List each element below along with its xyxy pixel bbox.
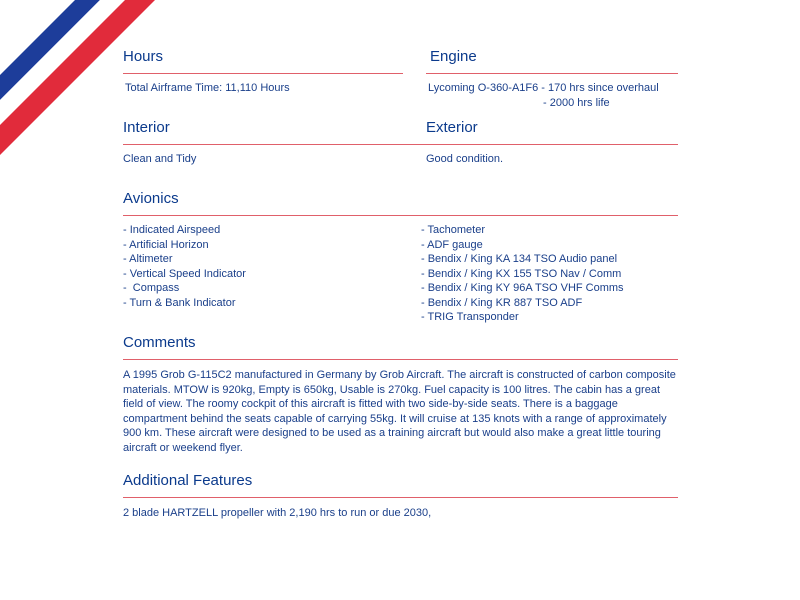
hours-title: Hours: [123, 48, 164, 65]
list-item: - Bendix / King KR 887 TSO ADF: [421, 296, 583, 309]
interior-exterior-rule: [123, 144, 678, 145]
list-item: - Altimeter: [123, 253, 173, 265]
list-item: - ADF gauge: [421, 238, 483, 251]
avionics-list-left: [123, 223, 246, 310]
list-item: - Indicated Airspeed: [123, 224, 221, 236]
comments-title: Comments: [123, 334, 196, 351]
additional-features-text: 2 blade HARTZELL propeller with 2,190 hrs to run or due 2030,: [123, 507, 432, 519]
list-item: - Bendix / King KX 155 TSO Nav / Comm: [421, 267, 622, 280]
corner-stripes: [0, 0, 160, 160]
comments-rule: [123, 359, 678, 360]
additional-features-title: Additional Features: [123, 472, 253, 489]
exterior-text: Good condition.: [426, 153, 504, 165]
avionics-list-right: [421, 223, 624, 325]
engine-line-1: Lycoming O-360-A1F6 - 170 hrs since overhaul: [428, 82, 659, 94]
interior-text: Clean and Tidy: [123, 153, 197, 165]
engine-rule: [426, 73, 678, 74]
list-item: - Bendix / King KA 134 TSO Audio panel: [421, 253, 618, 265]
exterior-title: Exterior: [426, 119, 478, 136]
list-item: - Compass: [123, 282, 180, 294]
avionics-rule: [123, 215, 678, 216]
engine-line-2: - 2000 hrs life: [543, 97, 610, 109]
list-item: - Artificial Horizon: [123, 238, 209, 251]
list-item: - TRIG Transponder: [421, 311, 519, 323]
hours-rule: [123, 73, 403, 74]
list-item: - Bendix / King KY 96A TSO VHF Comms: [421, 282, 624, 294]
list-item: - Vertical Speed Indicator: [123, 267, 246, 280]
comments-text: A 1995 Grob G-115C2 manufactured in Germany by Grob Aircraft. The aircraft is constructed of carbon composite materials. MTOW is 920kg, Empty is 650kg, Usable is 270kg. Fuel capacity is 100 litres. The cabin has a great field of view. The roomy cockpit of this aircraft is fitted with two side-by-side seats. There is a baggage compartment behind the seats capable of carrying 55kg. It will cruise at 135 knots with a range of approximately 900 km. These aircraft were designed to be used as a training aircraft but would also make a great little touring aircraft or weekend flyer.: [123, 369, 676, 454]
total-airframe-time: Total Airframe Time: 11,110 Hours: [125, 82, 290, 94]
list-item: - Tachometer: [421, 224, 485, 236]
list-item: - Turn & Bank Indicator: [123, 296, 236, 309]
avionics-title: Avionics: [123, 190, 179, 207]
additional-features-rule: [123, 497, 678, 498]
interior-title: Interior: [123, 119, 170, 136]
engine-title: Engine: [430, 48, 477, 65]
